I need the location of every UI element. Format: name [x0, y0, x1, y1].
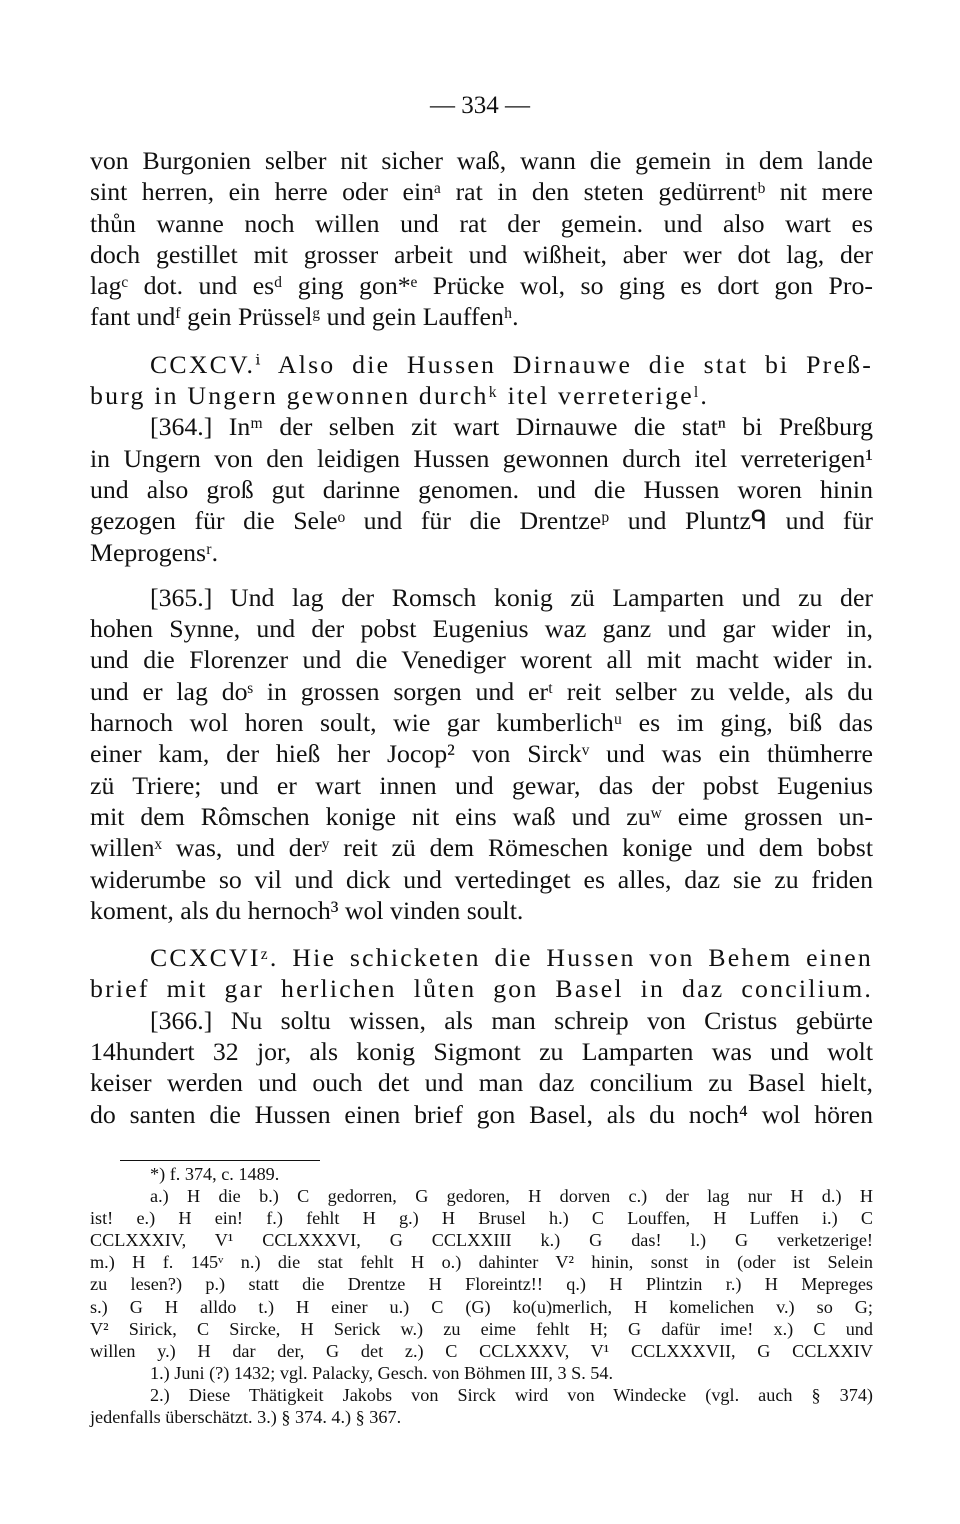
footnote-line: s.) G H alldo t.) H einer u.) C (G) ko(u)merlich, H komelichen v.) so G;: [90, 1296, 873, 1317]
paragraph-gap: [90, 926, 873, 942]
text-line: mit dem Rômschen konige nit eins waß und zuʷ eime grossen un-: [90, 801, 873, 831]
text-line: gezogen für die Seleᵒ und für die Drentzeᵖ und Pluntzᑫ und für: [90, 506, 873, 536]
text-line: von Burgonien selber nit sicher waß, wann die gemein in dem lande: [90, 146, 873, 175]
footnote-line: a.) H die b.) C gedorren, G gedoren, H dorven c.) der lag nur H d.) H: [150, 1186, 873, 1207]
footnote-line: zu lesen?) p.) statt die Drentze H Floreintz!! q.) H Plintzin r.) H Mepreges: [90, 1274, 873, 1295]
text-line: harnoch wol horen soult, wie gar kumberlichᵘ es im ging, biß das: [90, 708, 873, 738]
text-line: hohen Synne, und der pobst Eugenius waz ganz und gar wider in,: [90, 614, 873, 644]
text-line: 14hundert 32 jor, als konig Sigmont zu Lamparten was und wolt: [90, 1037, 873, 1067]
text-line: burg in Ungern gewonnen durchᵏ itel verreterigeˡ.: [90, 381, 710, 411]
footnote-line: V² Sirick, C Sircke, H Serick w.) zu eime fehlt H; G dafür ime! x.) C und: [90, 1318, 873, 1339]
main-text: [90, 145, 873, 1130]
text-line: keiser werden und ouch det und man daz concilium zu Basel hielt,: [90, 1068, 873, 1098]
footnote-line: *) f. 374, c. 1489.: [150, 1164, 280, 1184]
footnote-line: jedenfalls überschätzt. 3.) § 374. 4.) § 367.: [90, 1407, 402, 1428]
footnote-line: CCLXXXIV, V¹ CCLXXXVI, G CCLXXIII k.) G das! l.) G verketzerige!: [90, 1230, 873, 1251]
text-line: [364.] Inᵐ der selben zit wart Dirnauwe die statⁿ bi Preßburg: [150, 412, 873, 442]
text-line: lagᶜ dot. und esᵈ ging gon*ᵉ Prücke wol, so ging es dort gon Pro-: [90, 271, 873, 301]
text-line: CCXCV.ⁱ Also die Hussen Dirnauwe die stat bi Preß-: [150, 349, 873, 379]
text-line: [366.] Nu soltu wissen, als man schreip von Cristus gebürte: [150, 1005, 873, 1035]
text-line: zü Triere; und er wart innen und gewar, das der pobst Eugenius: [90, 770, 873, 800]
text-line: fant undᶠ gein Prüsselᵍ und gein Lauffenʰ.: [90, 302, 519, 332]
text-line: [365.] Und lag der Romsch konig zü Lamparten und zu der: [150, 582, 873, 612]
text-line: einer kam, der hieß her Jocop² von Sirckᵛ und was ein thümherre: [90, 739, 873, 769]
text-line: thůn wanne noch willen und rat der gemein. und also wart es: [90, 208, 873, 238]
text-line: und die Florenzer und die Venediger worent all mit macht wider in.: [90, 645, 873, 675]
paragraph-gap: [90, 568, 873, 582]
footnote-line: 2.) Diese Thätigkeit Jakobs von Sirck wird von Windecke (vgl. auch § 374): [150, 1384, 873, 1405]
text-line: CCXCVIᶻ. Hie schicketen die Hussen von Behem einen: [150, 943, 873, 973]
text-line: willenˣ was, und derʸ reit zü dem Römeschen konige und dem bobst: [90, 833, 873, 863]
text-line: brief mit gar herlichen lůten gon Basel in daz concilium.: [90, 974, 873, 1004]
page-number: — 334 —: [430, 92, 530, 119]
footnote-line: 1.) Juni (?) 1432; vgl. Palacky, Gesch. von Böhmen III, 3 S. 54.: [150, 1362, 614, 1383]
text-line: do santen die Hussen einen brief gon Basel, als du noch⁴ wol hören: [90, 1099, 873, 1129]
text-line: koment, als du hernoch³ wol vinden soult.: [90, 895, 524, 925]
footnote-line: m.) H f. 145ᵛ n.) die stat fehlt H o.) dahinter V² hinin, sonst in (oder ist Selein: [90, 1252, 873, 1273]
text-line: und er lag doˢ in grossen sorgen und erᵗ reit selber zu velde, als du: [90, 676, 873, 706]
paragraph-gap: [90, 333, 873, 349]
footnotes: [90, 1163, 873, 1428]
text-line: sint herren, ein herre oder einᵃ rat in den steten gedürrentᵇ nit mere: [90, 177, 873, 207]
footnote-line: willen y.) H dar der, G det z.) C CCLXXXV, V¹ CCLXXXVII, G CCLXXIV: [90, 1340, 873, 1361]
footnote-rule: [120, 1160, 320, 1161]
text-line: Meprogensʳ.: [90, 537, 219, 567]
text-line: und also groß gut darinne genomen. und die Hussen woren hinin: [90, 474, 873, 504]
footnote-line: ist! e.) H ein! f.) fehlt H g.) H Brusel h.) C Louffen, H Luffen i.) C: [90, 1208, 873, 1229]
text-line: doch gestillet mit grosser arbeit und wißheit, aber wer dot lag, der: [90, 239, 873, 269]
text-line: in Ungern von den leidigen Hussen gewonnen durch itel verreterigen¹: [90, 443, 873, 473]
text-line: widerumbe so vil und dick und vertedinget es alles, daz sie zu friden: [90, 864, 873, 894]
